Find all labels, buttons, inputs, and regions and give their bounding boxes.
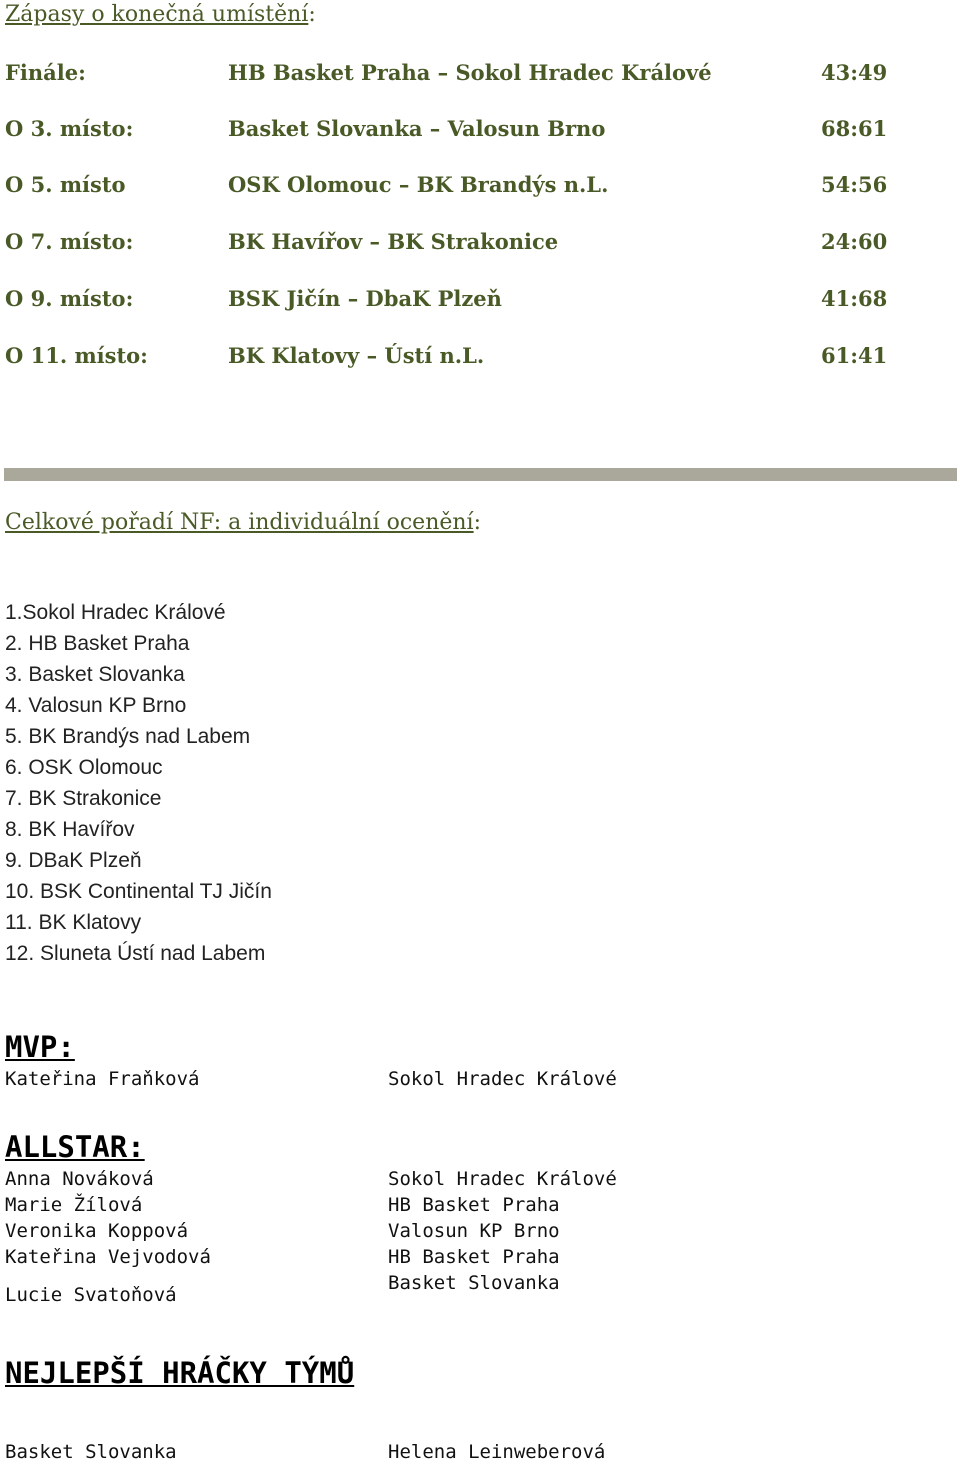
standings-item: 7. BK Strakonice <box>5 787 162 810</box>
match-teams: BK Havířov – BK Strakonice <box>228 229 559 254</box>
match-score: 61:41 <box>821 343 888 368</box>
mvp-player: Kateřina Fraňková <box>5 1068 200 1090</box>
best-player-team: Basket Slovanka <box>5 1441 177 1463</box>
allstar-player-name: Veronika Koppová <box>5 1220 189 1242</box>
standings-title-colon: : <box>473 510 482 535</box>
match-label: O 9. místo: <box>5 286 134 311</box>
match-row <box>5 116 955 146</box>
allstar-player-name: Kateřina Vejvodová <box>5 1246 211 1268</box>
allstar-player-team: Valosun KP Brno <box>388 1220 560 1242</box>
match-score: 68:61 <box>821 116 888 141</box>
match-teams: BSK Jičín – DbaK Plzeň <box>228 286 502 311</box>
match-label: O 5. místo <box>5 172 126 197</box>
match-teams: OSK Olomouc – BK Brandýs n.L. <box>228 172 609 197</box>
allstar-player-teams <box>388 1166 617 1296</box>
allstar-player-team: Basket Slovanka <box>388 1272 560 1294</box>
match-score: 54:56 <box>821 172 888 197</box>
match-teams: HB Basket Praha – Sokol Hradec Králové <box>228 60 712 85</box>
standings-title-text: Celkové pořadí NF: a individuální ocenění <box>5 510 474 535</box>
allstar-player-name: Marie Žílová <box>5 1194 143 1216</box>
mvp-title: MVP: <box>5 1030 75 1064</box>
match-row <box>5 286 955 316</box>
best-player-name: Helena Leinweberová <box>388 1441 606 1463</box>
match-score: 24:60 <box>821 229 888 254</box>
match-row <box>5 172 955 202</box>
section-divider <box>4 468 957 481</box>
standings-item: 3. Basket Slovanka <box>5 663 185 686</box>
standings-item: 5. BK Brandýs nad Labem <box>5 725 251 748</box>
allstar-player-team: Sokol Hradec Králové <box>388 1168 617 1190</box>
match-label: O 11. místo: <box>5 343 148 368</box>
standings-item: 4. Valosun KP Brno <box>5 694 187 717</box>
standings-item: 12. Sluneta Ústí nad Labem <box>5 942 266 965</box>
standings-item: 8. BK Havířov <box>5 818 135 841</box>
match-label: Finále: <box>5 60 86 85</box>
match-row <box>5 60 955 90</box>
standings-item: 10. BSK Continental TJ Jičín <box>5 880 272 903</box>
match-label: O 7. místo: <box>5 229 134 254</box>
standings-item: 9. DBaK Plzeň <box>5 849 142 872</box>
allstar-player-names <box>5 1166 211 1308</box>
mvp-team: Sokol Hradec Králové <box>388 1068 617 1090</box>
allstar-player-team: HB Basket Praha <box>388 1246 560 1268</box>
standings-item: 11. BK Klatovy <box>5 911 142 934</box>
matches-title <box>5 2 316 27</box>
match-row <box>5 229 955 259</box>
match-score: 41:68 <box>821 286 888 311</box>
allstar-player-name: Lucie Svatoňová <box>5 1284 177 1306</box>
matches-title-text: Zápasy o konečná umístění <box>5 2 309 27</box>
match-label: O 3. místo: <box>5 116 134 141</box>
standings-item: 1.Sokol Hradec Králové <box>5 601 226 624</box>
standings-item: 2. HB Basket Praha <box>5 632 190 655</box>
match-teams: Basket Slovanka – Valosun Brno <box>228 116 606 141</box>
allstar-title: ALLSTAR: <box>5 1130 145 1164</box>
allstar-player-team: HB Basket Praha <box>388 1194 560 1216</box>
standings-item: 6. OSK Olomouc <box>5 756 163 779</box>
matches-title-colon: : <box>308 2 316 27</box>
standings-list <box>5 597 272 969</box>
allstar-player-name: Anna Nováková <box>5 1168 154 1190</box>
best-players-title: NEJLEPŠÍ HRÁČKY TÝMŮ <box>5 1356 355 1390</box>
match-score: 43:49 <box>821 60 888 85</box>
match-row <box>5 343 955 373</box>
match-teams: BK Klatovy – Ústí n.L. <box>228 343 485 368</box>
standings-title <box>5 510 481 535</box>
